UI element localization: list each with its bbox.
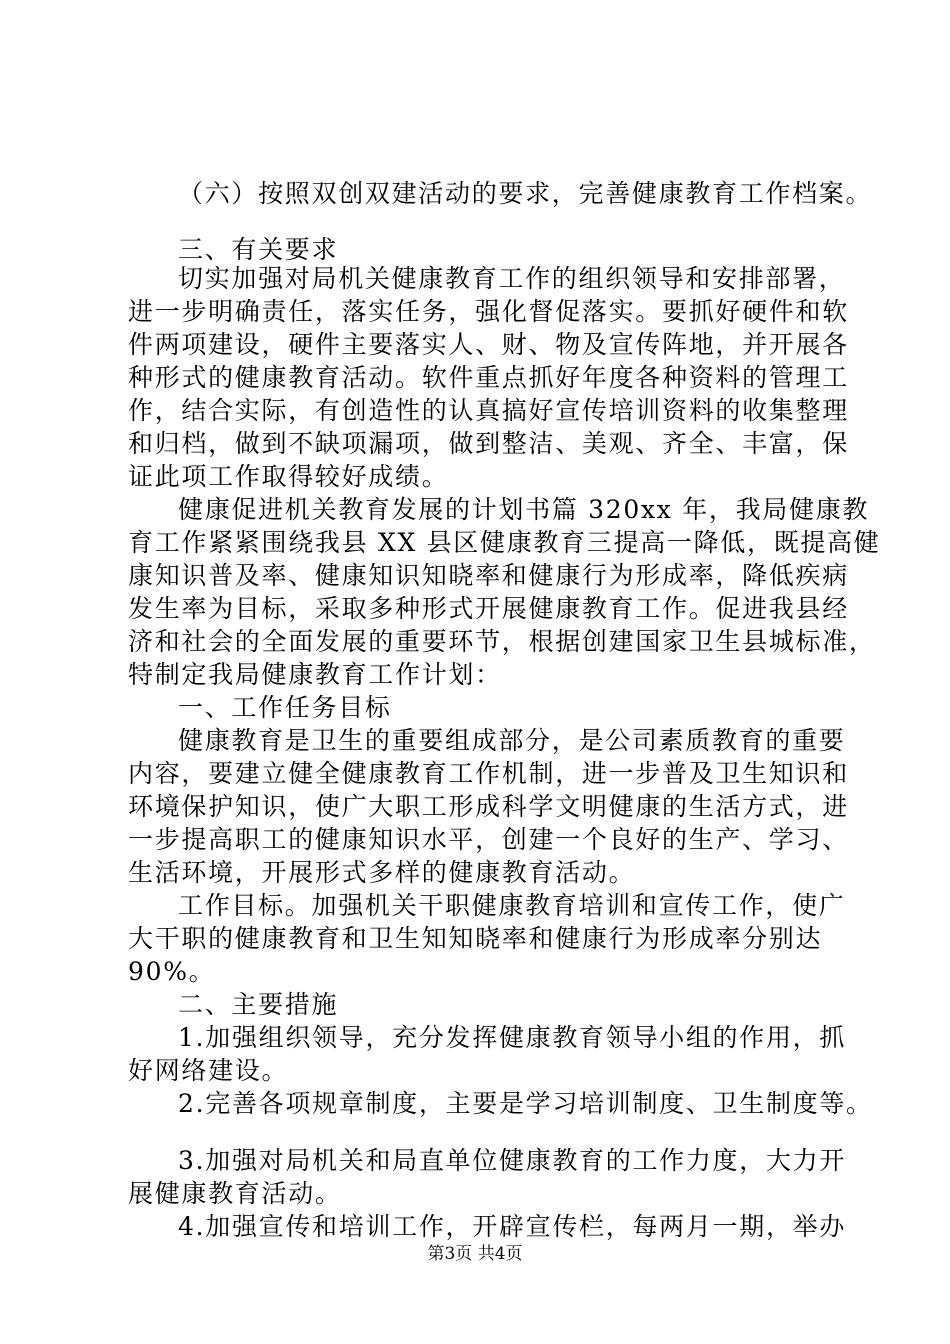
para-line: 育工作紧紧围绕我县 XX 县区健康教育三提高一降低，既提高健 — [128, 528, 881, 557]
section-heading: 一、工作任务目标 — [178, 693, 392, 722]
list-item: 2.完善各项规章制度，主要是学习培训制度、卫生制度等。 — [178, 1089, 873, 1118]
list-item: 好网络建设。 — [128, 1056, 289, 1085]
para-line: 大干职的健康教育和卫生知知晓率和健康行为形成率分别达 — [128, 924, 823, 953]
para-line: 进一步明确责任，落实任务，强化督促落实。要抓好硬件和软 — [128, 297, 849, 326]
para-line: 济和社会的全面发展的重要环节，根据创建国家卫生县城标准， — [128, 627, 876, 656]
para-line: 特制定我局健康教育工作计划： — [128, 660, 502, 689]
list-item: 展健康教育活动。 — [128, 1179, 342, 1208]
para-line: 证此项工作取得较好成绩。 — [128, 462, 449, 491]
para-line: 作，结合实际，有创造性的认真搞好宣传培训资料的收集整理 — [128, 396, 849, 425]
para-line: 发生率为目标，采取多种形式开展健康教育工作。促进我县经 — [128, 594, 849, 623]
para-line: 种形式的健康教育活动。软件重点抓好年度各种资料的管理工 — [128, 363, 849, 392]
para-line: 切实加强对局机关健康教育工作的组织领导和安排部署， — [178, 264, 846, 293]
page-number: 第3页 共4页 — [427, 1244, 523, 1264]
section-heading: 二、主要措施 — [178, 990, 339, 1019]
para-line: 工作目标。加强机关干职健康教育培训和宣传工作，使广 — [178, 891, 846, 920]
para-line: 健康教育是卫生的重要组成部分，是公司素质教育的重要 — [178, 726, 846, 755]
para-line: 环境保护知识，使广大职工形成科学文明健康的生活方式，进 — [128, 792, 849, 821]
list-item: 1.加强组织领导，充分发挥健康教育领导小组的作用，抓 — [178, 1023, 847, 1052]
para-line: 一步提高职工的健康知识水平，创建一个良好的生产、学习、 — [128, 825, 849, 854]
para-line: （六）按照双创双建活动的要求，完善健康教育工作档案。 — [178, 179, 873, 208]
list-item: 4.加强宣传和培训工作，开辟宣传栏，每两月一期，举办 — [178, 1212, 847, 1241]
para-line: 内容，要建立健全健康教育工作机制，进一步普及卫生知识和 — [128, 759, 849, 788]
para-line: 90%。 — [128, 957, 216, 986]
list-item: 3.加强对局机关和局直单位健康教育的工作力度，大力开 — [178, 1146, 847, 1175]
section-heading: 三、有关要求 — [178, 235, 339, 264]
para-line: 健康促进机关教育发展的计划书篇 320xx 年，我局健康教 — [178, 495, 870, 524]
para-line: 和归档，做到不缺项漏项，做到整洁、美观、齐全、丰富，保 — [128, 429, 849, 458]
para-line: 康知识普及率、健康知识知晓率和健康行为形成率，降低疾病 — [128, 561, 849, 590]
para-line: 件两项建设，硬件主要落实人、财、物及宣传阵地，并开展各 — [128, 330, 849, 359]
para-line: 生活环境，开展形式多样的健康教育活动。 — [128, 858, 636, 887]
